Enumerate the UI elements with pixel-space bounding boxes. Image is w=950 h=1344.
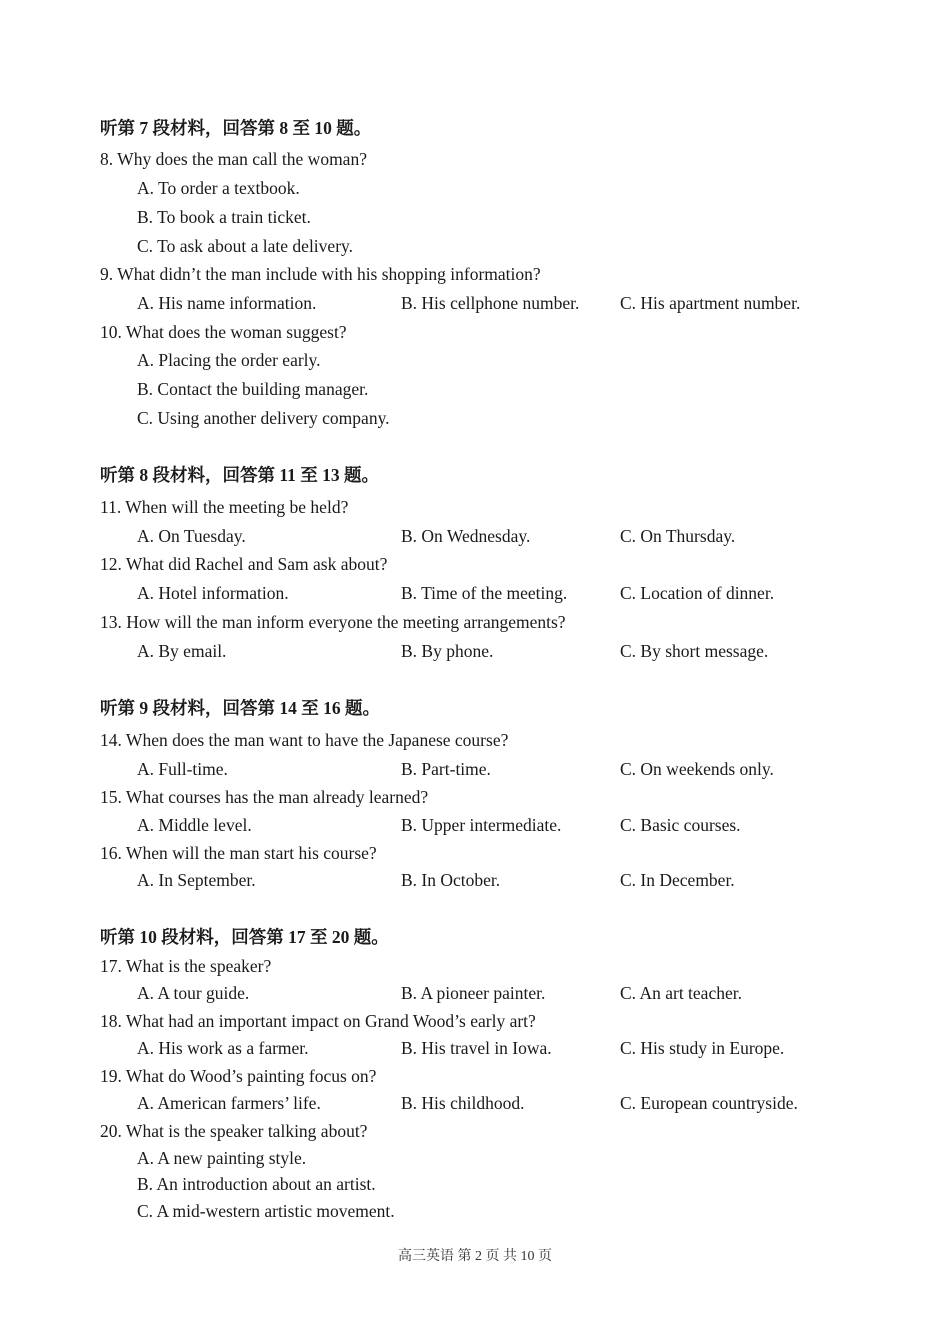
option-b: B. To book a train ticket. <box>137 207 311 227</box>
section-heading: 听第 8 段材料，回答第 11 至 13 题。 <box>100 465 380 485</box>
question-text: 9. What didn’t the man include with his shopping information? <box>100 264 541 284</box>
option-c: C. By short message. <box>620 641 769 661</box>
option-a: A. Hotel information. <box>137 583 289 603</box>
option-c: C. On weekends only. <box>620 759 774 779</box>
question-text: 16. When will the man start his course? <box>100 843 377 863</box>
section-heading: 听第 9 段材料，回答第 14 至 16 题。 <box>100 698 380 718</box>
option-b: B. Time of the meeting. <box>401 583 568 603</box>
section-heading: 听第 10 段材料，回答第 17 至 20 题。 <box>100 927 389 947</box>
question-text: 12. What did Rachel and Sam ask about? <box>100 554 388 574</box>
option-b: B. His childhood. <box>401 1093 525 1113</box>
page-footer: 高三英语 第 2 页 共 10 页 <box>398 1249 552 1264</box>
option-a: A. In September. <box>137 870 256 890</box>
option-b: B. On Wednesday. <box>401 526 531 546</box>
question-text: 10. What does the woman suggest? <box>100 322 347 342</box>
question-text: 19. What do Wood’s painting focus on? <box>100 1066 377 1086</box>
option-c: C. A mid-western artistic movement. <box>137 1201 395 1221</box>
question-text: 8. Why does the man call the woman? <box>100 149 367 169</box>
question-text: 17. What is the speaker? <box>100 956 272 976</box>
option-b: B. In October. <box>401 870 501 890</box>
option-b: B. An introduction about an artist. <box>137 1174 376 1194</box>
option-a: A. His work as a farmer. <box>137 1038 309 1058</box>
option-b: B. His cellphone number. <box>401 293 580 313</box>
option-a: A. Middle level. <box>137 815 252 835</box>
option-b: B. Part-time. <box>401 759 491 779</box>
option-a: A. To order a textbook. <box>137 178 300 198</box>
option-a: A. Full-time. <box>137 759 228 779</box>
option-a: A. A tour guide. <box>137 983 250 1003</box>
question-text: 20. What is the speaker talking about? <box>100 1121 368 1141</box>
question-text: 11. When will the meeting be held? <box>100 497 349 517</box>
option-c: C. An art teacher. <box>620 983 742 1003</box>
option-c: C. On Thursday. <box>620 526 736 546</box>
question-text: 13. How will the man inform everyone the meeting arrangements? <box>100 612 566 632</box>
option-a: A. Placing the order early. <box>137 350 321 370</box>
option-c: C. European countryside. <box>620 1093 798 1113</box>
question-text: 15. What courses has the man already learned? <box>100 787 429 807</box>
option-c: C. Location of dinner. <box>620 583 775 603</box>
question-text: 18. What had an important impact on Grand Wood’s early art? <box>100 1011 536 1031</box>
option-a: A. By email. <box>137 641 227 661</box>
section-heading: 听第 7 段材料，回答第 8 至 10 题。 <box>100 118 372 138</box>
option-b: B. By phone. <box>401 641 494 661</box>
option-c: C. Using another delivery company. <box>137 408 390 428</box>
option-a: A. His name information. <box>137 293 317 313</box>
option-b: B. His travel in Iowa. <box>401 1038 552 1058</box>
option-b: B. A pioneer painter. <box>401 983 546 1003</box>
question-text: 14. When does the man want to have the Japanese course? <box>100 730 509 750</box>
option-c: C. His apartment number. <box>620 293 801 313</box>
option-a: A. A new painting style. <box>137 1148 307 1168</box>
option-a: A. On Tuesday. <box>137 526 246 546</box>
option-c: C. His study in Europe. <box>620 1038 785 1058</box>
option-b: B. Contact the building manager. <box>137 379 369 399</box>
option-b: B. Upper intermediate. <box>401 815 562 835</box>
option-a: A. American farmers’ life. <box>137 1093 321 1113</box>
option-c: C. In December. <box>620 870 735 890</box>
option-c: C. Basic courses. <box>620 815 741 835</box>
option-c: C. To ask about a late delivery. <box>137 236 354 256</box>
